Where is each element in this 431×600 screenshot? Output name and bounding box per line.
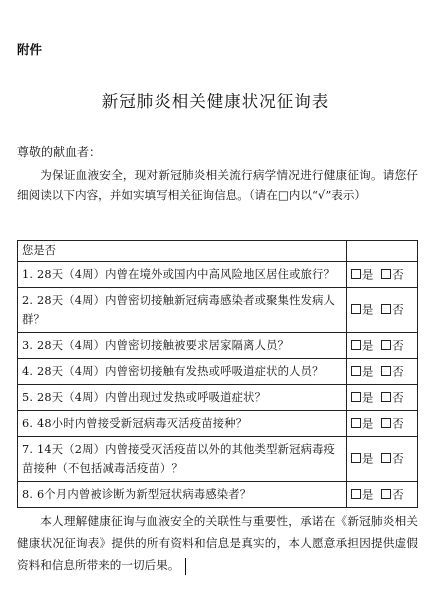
yes-checkbox[interactable] bbox=[351, 392, 361, 402]
greeting: 尊敬的献血者： bbox=[17, 145, 102, 159]
declaration-text: 本人理解健康征询与血液安全的关联性与重要性，承诺在《新冠肺炎相关健康状况征询表》提供的所有资料和信息是真实的，本人愿意承担因提供虚假资料和信息所带来的一切后果。 bbox=[17, 514, 418, 572]
question-row bbox=[18, 482, 418, 508]
yes-checkbox[interactable] bbox=[351, 340, 361, 350]
no-checkbox[interactable] bbox=[381, 489, 391, 499]
no-label: 否 bbox=[392, 303, 404, 317]
question-text: 3. 28天（4周）内曾密切接触被要求居家隔离人员？ bbox=[18, 333, 347, 359]
yes-label: 是 bbox=[362, 268, 374, 282]
yes-label: 是 bbox=[362, 303, 374, 317]
yes-label: 是 bbox=[362, 391, 374, 405]
no-label: 否 bbox=[392, 268, 404, 282]
no-label: 否 bbox=[392, 339, 404, 353]
yes-checkbox[interactable] bbox=[351, 418, 361, 428]
yes-label: 是 bbox=[362, 339, 374, 353]
question-row bbox=[18, 333, 418, 359]
no-checkbox[interactable] bbox=[381, 366, 391, 376]
questionnaire-table bbox=[17, 240, 418, 508]
table-header-blank bbox=[347, 241, 418, 262]
intro-paragraph: 为保证血液安全，现对新冠肺炎相关流行病学情况进行健康征询。请您仔细阅读以下内容，并如实填写相关征询信息。（请在□内以“√”表示） bbox=[17, 168, 418, 202]
no-label: 否 bbox=[392, 488, 404, 502]
no-checkbox[interactable] bbox=[381, 304, 391, 314]
question-text: 2. 28天（4周）内曾密切接触新冠病毒感染者或聚集性发病人群？ bbox=[18, 288, 347, 333]
yes-checkbox[interactable] bbox=[351, 269, 361, 279]
yes-checkbox[interactable] bbox=[351, 453, 361, 463]
no-label: 否 bbox=[392, 452, 404, 466]
answer-options bbox=[347, 411, 418, 437]
answer-options bbox=[347, 437, 418, 482]
no-label: 否 bbox=[392, 365, 404, 379]
answer-options bbox=[347, 482, 418, 508]
answer-options bbox=[347, 385, 418, 411]
question-text: 4. 28天（4周）内曾密切接触有发热或呼吸道症状的人员？ bbox=[18, 359, 347, 385]
yes-checkbox[interactable] bbox=[351, 489, 361, 499]
answer-options bbox=[347, 262, 418, 288]
question-row bbox=[18, 385, 418, 411]
no-checkbox[interactable] bbox=[381, 418, 391, 428]
no-label: 否 bbox=[392, 417, 404, 431]
question-text: 6. 48小时内曾接受新冠病毒灭活疫苗接种？ bbox=[18, 411, 347, 437]
question-text: 8. 6个月内曾被诊断为新型冠状病毒感染者？ bbox=[18, 482, 347, 508]
question-row bbox=[18, 359, 418, 385]
yes-label: 是 bbox=[362, 365, 374, 379]
declaration-paragraph bbox=[17, 510, 418, 576]
yes-label: 是 bbox=[362, 488, 374, 502]
answer-options bbox=[347, 333, 418, 359]
question-text: 7. 14天（2周）内曾接受灭活疫苗以外的其他类型新冠病毒疫苗接种（不包括减毒活疫苗）？ bbox=[18, 437, 347, 482]
question-row bbox=[18, 437, 418, 482]
question-row bbox=[18, 411, 418, 437]
page-title: 新冠肺炎相关健康状况征询表 bbox=[101, 92, 330, 111]
question-text: 5. 28天（4周）内曾出现过发热或呼吸道症状？ bbox=[18, 385, 347, 411]
question-row bbox=[18, 288, 418, 333]
yes-label: 是 bbox=[362, 417, 374, 431]
attachment-label: 附件 bbox=[17, 42, 43, 57]
table-header: 您是否 bbox=[18, 241, 347, 262]
no-checkbox[interactable] bbox=[381, 392, 391, 402]
no-label: 否 bbox=[392, 391, 404, 405]
no-checkbox[interactable] bbox=[381, 269, 391, 279]
yes-checkbox[interactable] bbox=[351, 304, 361, 314]
no-checkbox[interactable] bbox=[381, 453, 391, 463]
text-cursor bbox=[185, 558, 186, 575]
no-checkbox[interactable] bbox=[381, 340, 391, 350]
question-text: 1. 28天（4周）内曾在境外或国内中高风险地区居住或旅行？ bbox=[18, 262, 347, 288]
yes-checkbox[interactable] bbox=[351, 366, 361, 376]
answer-options bbox=[347, 359, 418, 385]
answer-options bbox=[347, 288, 418, 333]
table-header-row bbox=[18, 241, 418, 262]
yes-label: 是 bbox=[362, 452, 374, 466]
question-row bbox=[18, 262, 418, 288]
